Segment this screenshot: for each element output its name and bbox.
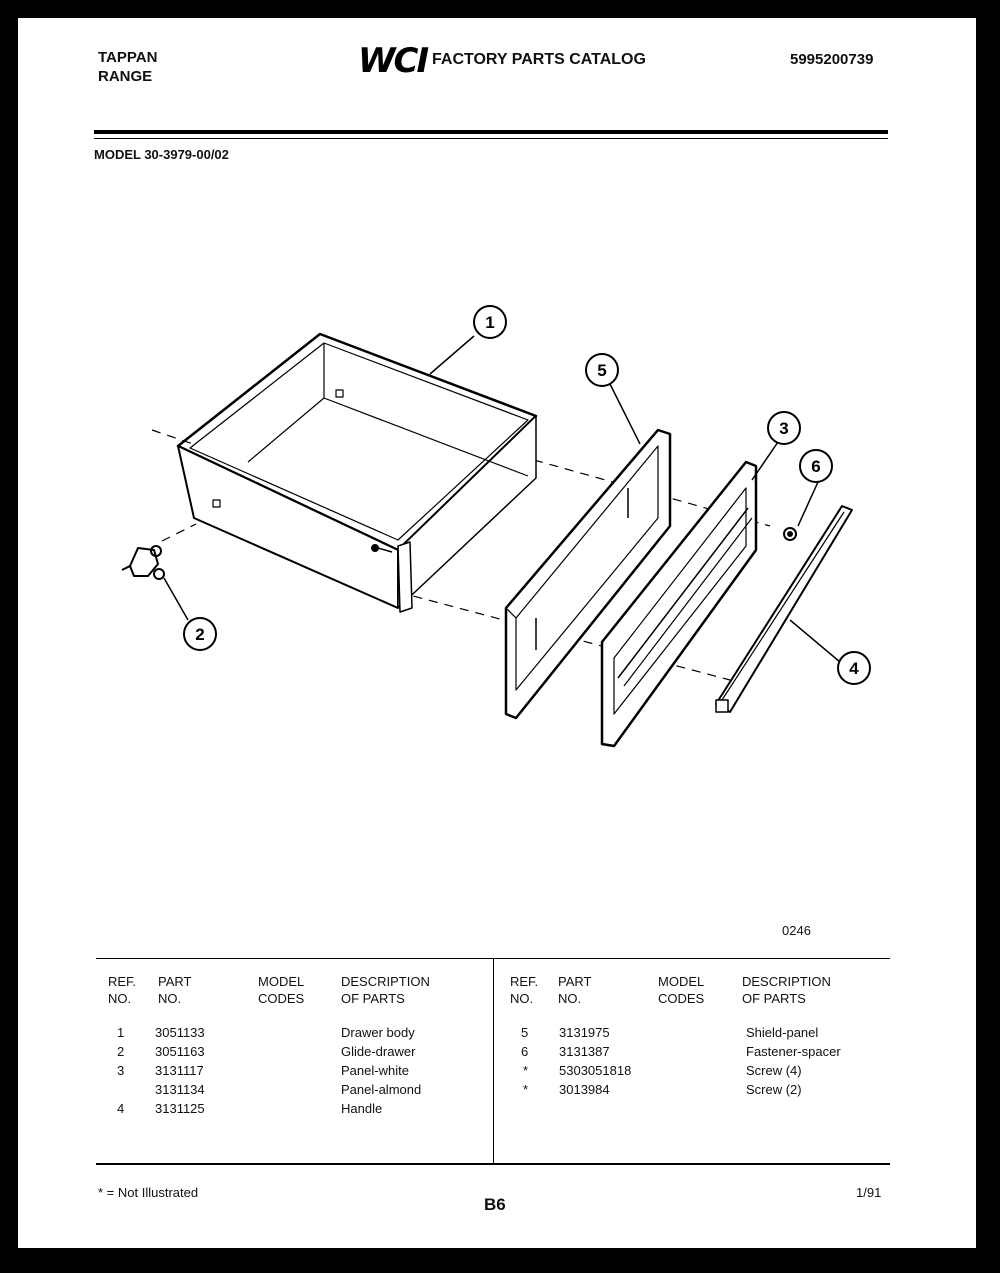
product-type: RANGE [98, 68, 153, 85]
row-description: Panel-white [341, 1063, 409, 1078]
header-description-left: DESCRIPTION OF PARTS [341, 974, 430, 1006]
callout-label-5: 5 [597, 361, 607, 380]
catalog-number: 5995200739 [790, 51, 874, 68]
header-part-no-left: PART NO. [158, 974, 192, 1006]
drawer-body-part [178, 334, 536, 612]
exploded-parts-diagram [18, 18, 976, 918]
model-number: MODEL 30-3979-00/02 [94, 147, 229, 162]
callout-label-2: 2 [195, 625, 205, 644]
row-part-no: 3051163 [155, 1044, 205, 1059]
table-divider [493, 958, 494, 1164]
brand-name: TAPPAN [98, 49, 158, 66]
row-ref: 3 [117, 1063, 125, 1078]
callout-label-6: 6 [811, 457, 821, 476]
row-part-no: 3131387 [559, 1044, 610, 1059]
row-description: Handle [341, 1101, 383, 1116]
catalog-title: FACTORY PARTS CATALOG [432, 51, 646, 68]
row-ref: 2 [117, 1044, 125, 1059]
glide-drawer-part [122, 546, 164, 579]
fastener-spacer-part [784, 528, 796, 540]
row-ref: 1 [117, 1025, 125, 1040]
row-part-no: 3131125 [155, 1101, 205, 1116]
header-ref-no-left: REF. NO. [108, 974, 137, 1006]
row-part-no: 3131975 [559, 1025, 610, 1040]
row-part-no: 3013984 [559, 1082, 610, 1097]
row-part-no: 3131134 [155, 1082, 205, 1097]
row-part-no: 5303051818 [559, 1063, 632, 1078]
callout-label-1: 1 [485, 313, 495, 332]
row-description: Screw (2) [746, 1082, 802, 1097]
header-ref-no-right: REF. NO. [510, 974, 539, 1006]
row-description: Shield-panel [746, 1025, 819, 1040]
row-description: Drawer body [341, 1025, 415, 1040]
row-description: Screw (4) [746, 1063, 802, 1078]
not-illustrated-note: * = Not Illustrated [98, 1185, 199, 1200]
row-description: Glide-drawer [341, 1044, 416, 1059]
parts-catalog-page [18, 18, 976, 1248]
callout-label-4: 4 [849, 659, 859, 678]
row-description: Fastener-spacer [746, 1044, 841, 1059]
header-model-codes-left: MODEL CODES [258, 974, 305, 1006]
header-model-codes-right: MODEL CODES [658, 974, 705, 1006]
header-description-right: DESCRIPTION OF PARTS [742, 974, 831, 1006]
row-description: Panel-almond [341, 1082, 422, 1097]
catalog-date: 1/91 [856, 1185, 882, 1200]
row-ref: 4 [117, 1101, 125, 1116]
callout-label-3: 3 [779, 419, 789, 438]
table-bottom-rule [96, 1163, 890, 1165]
wci-logo: WCI [358, 41, 428, 81]
row-ref: 5 [521, 1025, 529, 1040]
header-part-no-right: PART NO. [558, 974, 592, 1006]
page-number: B6 [484, 1195, 506, 1214]
row-ref: * [523, 1063, 529, 1078]
row-ref: 6 [521, 1044, 529, 1059]
row-part-no: 3051133 [155, 1025, 205, 1040]
row-ref: * [523, 1082, 529, 1097]
row-part-no: 3131117 [155, 1063, 204, 1078]
drawing-number: 0246 [782, 923, 811, 938]
